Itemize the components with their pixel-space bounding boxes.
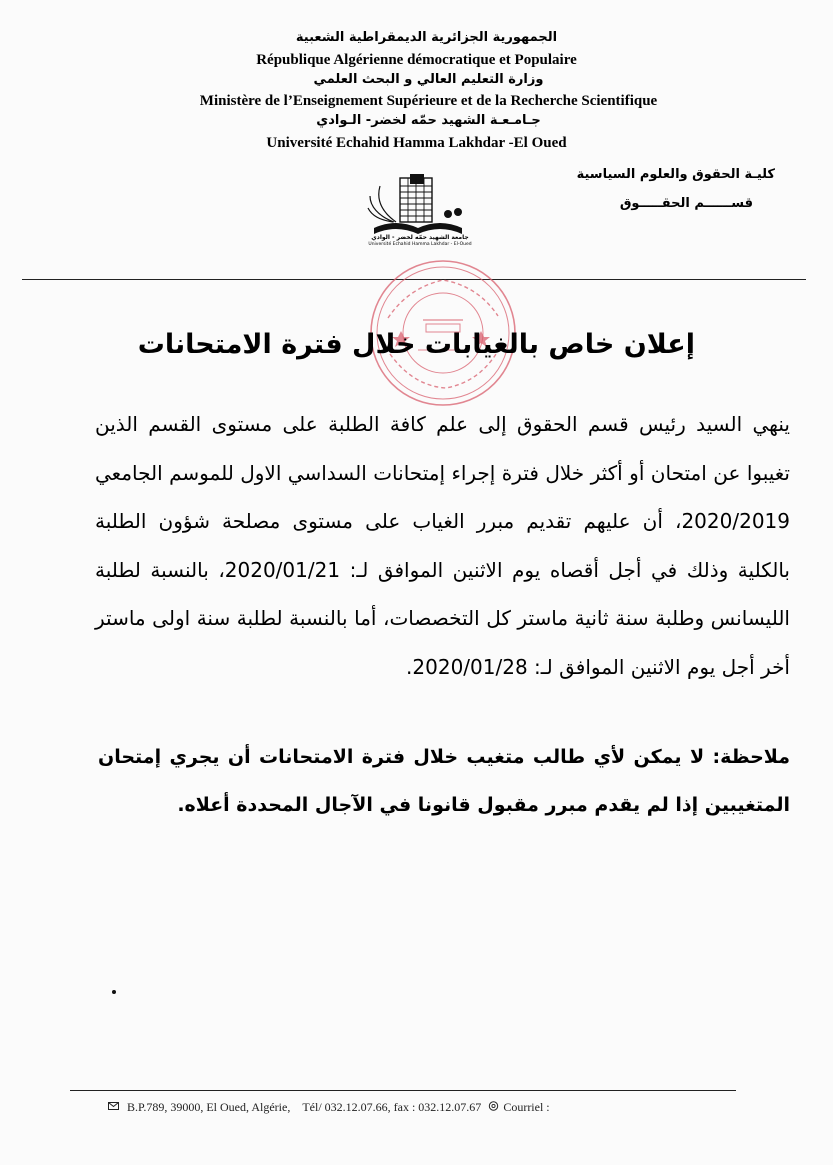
mailbox-icon	[108, 1101, 119, 1111]
university-fr: Université Echahid Hamma Lakhdar -El Oued	[266, 135, 567, 151]
ministry-ar: وزارة التعليم العالي و البحث العلمي	[313, 72, 544, 87]
footer-email-label: Courriel :	[503, 1099, 550, 1114]
stray-mark	[112, 990, 116, 994]
announcement-title: إعلان خاص بالغيابات خلال فترة الامتحانات	[137, 329, 695, 360]
logo-caption-fr: Université Echahid Hamma Lakhdar - El-Oued	[368, 242, 472, 247]
footer-phone-fax: Tél/ 032.12.07.66, fax : 032.12.07.67	[302, 1099, 482, 1114]
logo-caption-ar: جامعة الشهيد حمّه لخضر - الوادي	[371, 234, 469, 241]
republic-fr: République Algérienne démocratique et Populaire	[256, 52, 577, 68]
footer-address: B.P.789, 39000, El Oued, Algérie,	[127, 1099, 291, 1114]
university-ar: جـامـعـة الشهيد حمّه لخضر- الـوادي	[316, 113, 541, 128]
department-name: قســــــم الحقـــــوق	[619, 196, 753, 211]
ministry-fr: Ministère de l’Enseignement Supérieure et de la Recherche Scientifique	[199, 93, 658, 109]
footer-divider	[70, 1090, 736, 1091]
email-icon	[488, 1101, 499, 1111]
footer-contact	[108, 1099, 550, 1115]
announcement-note: ملاحظة: لا يمكن لأي طالب متغيب خلال فترة الامتحانات أن يجري إمتحان المتغيبين إذا لم يقدم مبرر مقبول قانونا في الآجال المحددة أعلاه.	[98, 746, 790, 816]
announcement-body: ينهي السيد رئيس قسم الحقوق إلى علم كافة الطلبة على مستوى القسم الذين تغيبوا عن امتحان أو أكثر خلال فترة إجراء إمتحانات السداسي الاول للموسم الجامعي 2020/2019، أن عليهم تقديم مبرر الغياب على مستوى مصلحة شؤون الطلبة بالكلية وذلك في أجل أقصاه يوم الاثنين الموافق لـ: 2020/01/21، بالنسبة لطلبة الليسانس وطلبة سنة ثانية ماستر كل التخصصات، أما بالنسبة لطلبة سنة اولى ماستر أخر أجل يوم الاثنين الموافق لـ: 2020/01/28.	[95, 412, 790, 679]
republic-ar: الجمهورية الجزائرية الديمقراطية الشعبية	[295, 30, 558, 45]
faculty-name: كليـة الحقوق والعلوم السياسية	[576, 167, 775, 182]
